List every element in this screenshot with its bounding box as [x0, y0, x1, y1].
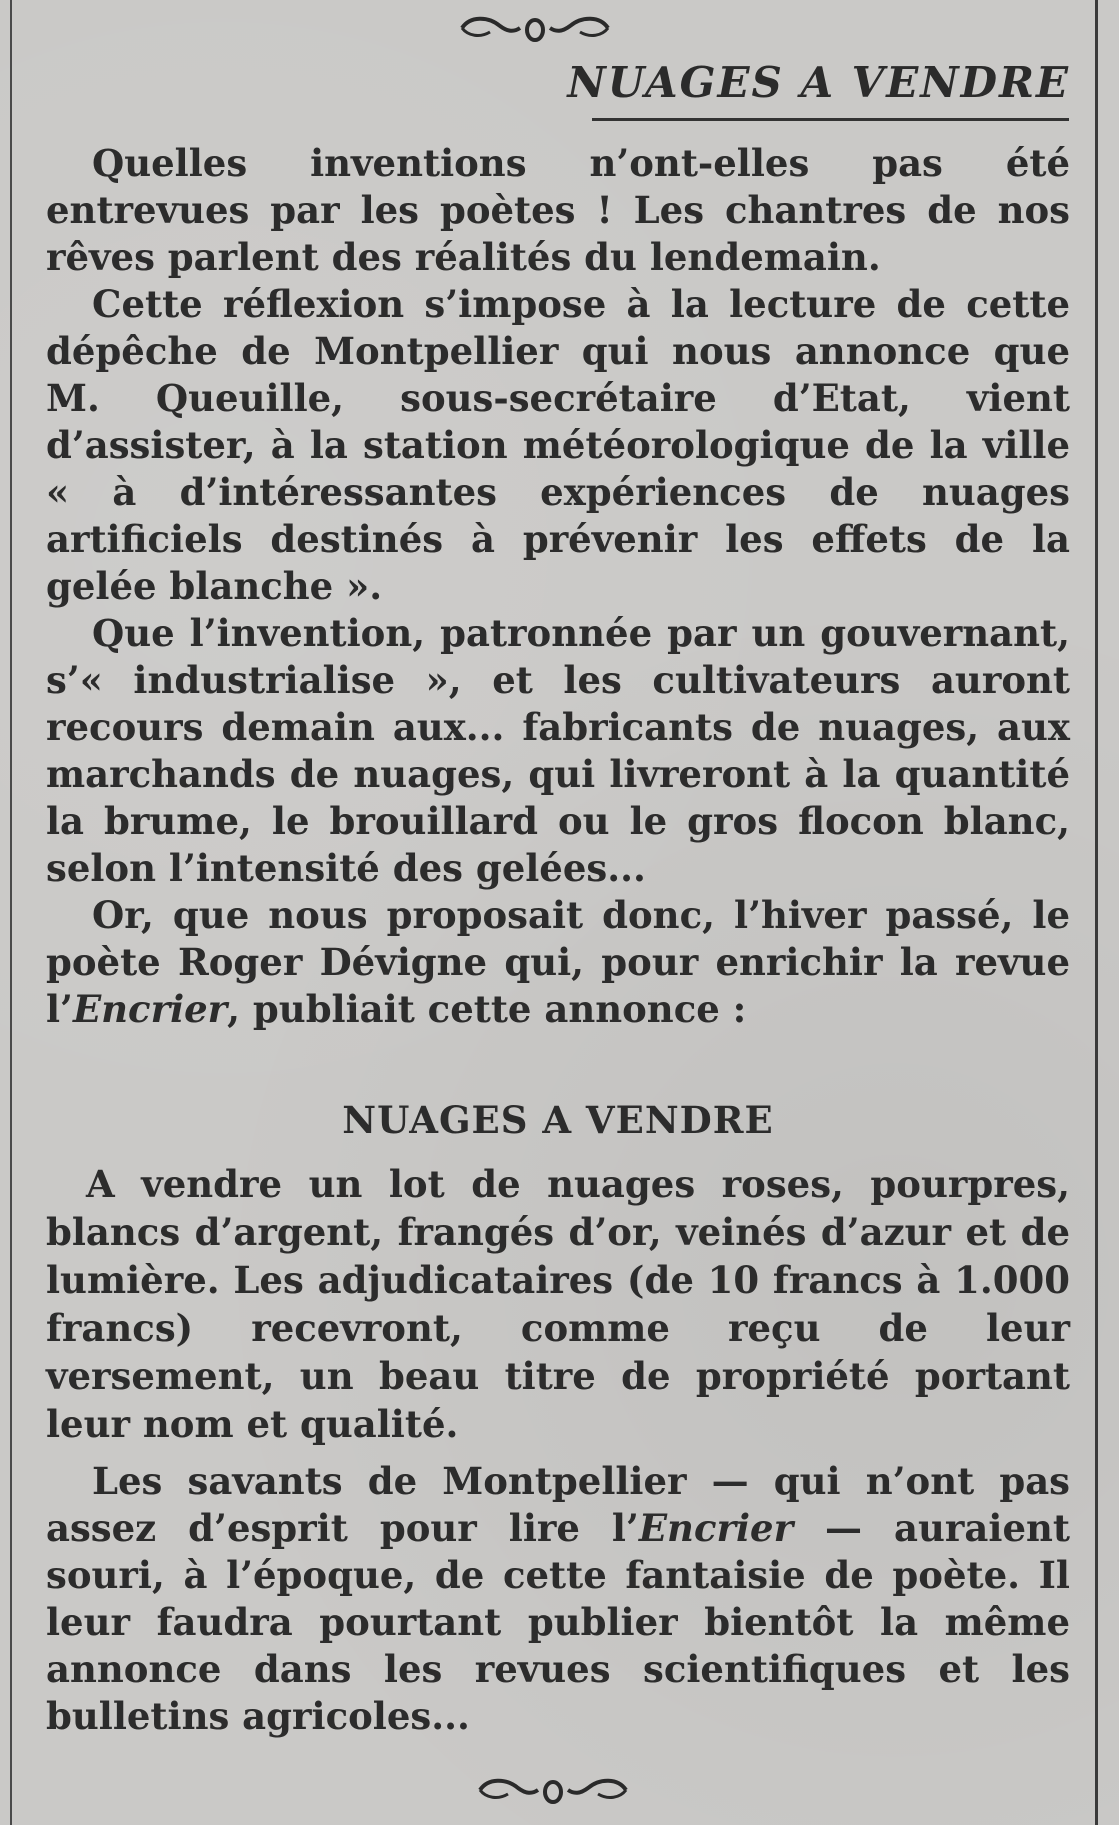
closing-paragraph-block	[46, 1458, 1070, 1740]
paragraph-4-ending: , publiait cette annonce :	[227, 987, 747, 1031]
closing-text: Les savants de Montpellier — qui n’ont pas assez d’esprit pour lire l’	[46, 1459, 1070, 1550]
advert-text-block	[46, 1160, 1070, 1448]
swirl-ornament-icon	[460, 10, 610, 50]
article-body	[46, 140, 1070, 1033]
closing-paragraph	[46, 1458, 1070, 1740]
right-column-rule	[1095, 0, 1098, 1825]
closing-text-ending: — auraient souri, à l’époque, de cette fantaisie de poète. Il leur faudra pourtant publier bientôt la même annonce dans les revues scientifiques et les bulletins agricoles...	[46, 1506, 1070, 1738]
headline-underline	[592, 118, 1069, 121]
advert-text: A vendre un lot de nuages roses, pourpres, blancs d’argent, frangés d’or, veinés d’azur et de lumière. Les adjudicataires (de 10 francs à 1.000 francs) recevront, comme reçu de leur versement, un beau titre de propriété portant leur nom et qualité.	[46, 1162, 1070, 1446]
left-column-rule	[10, 0, 12, 1825]
article-headline: NUAGES A VENDRE	[567, 58, 1070, 107]
journal-title-closing: Encrier	[638, 1506, 794, 1550]
paragraph-4-text: Or, que nous proposait donc, l’hiver passé, le poète Roger Dévigne qui, pour enrichir la revue l’	[46, 893, 1070, 1031]
journal-title: Encrier	[72, 987, 228, 1031]
paragraph-3: Que l’invention, patronnée par un gouvernant, s’« industrialise », et les cultivateurs auront recours demain aux... fabricants de nuages, aux marchands de nuages, qui livreront à la quantité la brume, le brouillard ou le gros flocon blanc, selon l’intensité des gelées...	[46, 611, 1070, 890]
paragraph-4	[46, 892, 1070, 1033]
swirl-ornament-icon	[478, 1772, 628, 1812]
paragraph-1: Quelles inventions n’ont-elles pas été entrevues par les poètes ! Les chantres de nos rêves parlent des réalités du lendemain.	[46, 141, 1070, 279]
paragraph-2: Cette réflexion s’impose à la lecture de cette dépêche de Montpellier qui nous annonce que M. Queuille, sous-secrétaire d’Etat, vient d’assister, à la station météorologique de la ville « à d’intéressantes expériences de nuages artificiels destinés à prévenir les effets de la gelée blanche ».	[46, 282, 1070, 608]
advert-heading: NUAGES A VENDRE	[342, 1098, 774, 1142]
